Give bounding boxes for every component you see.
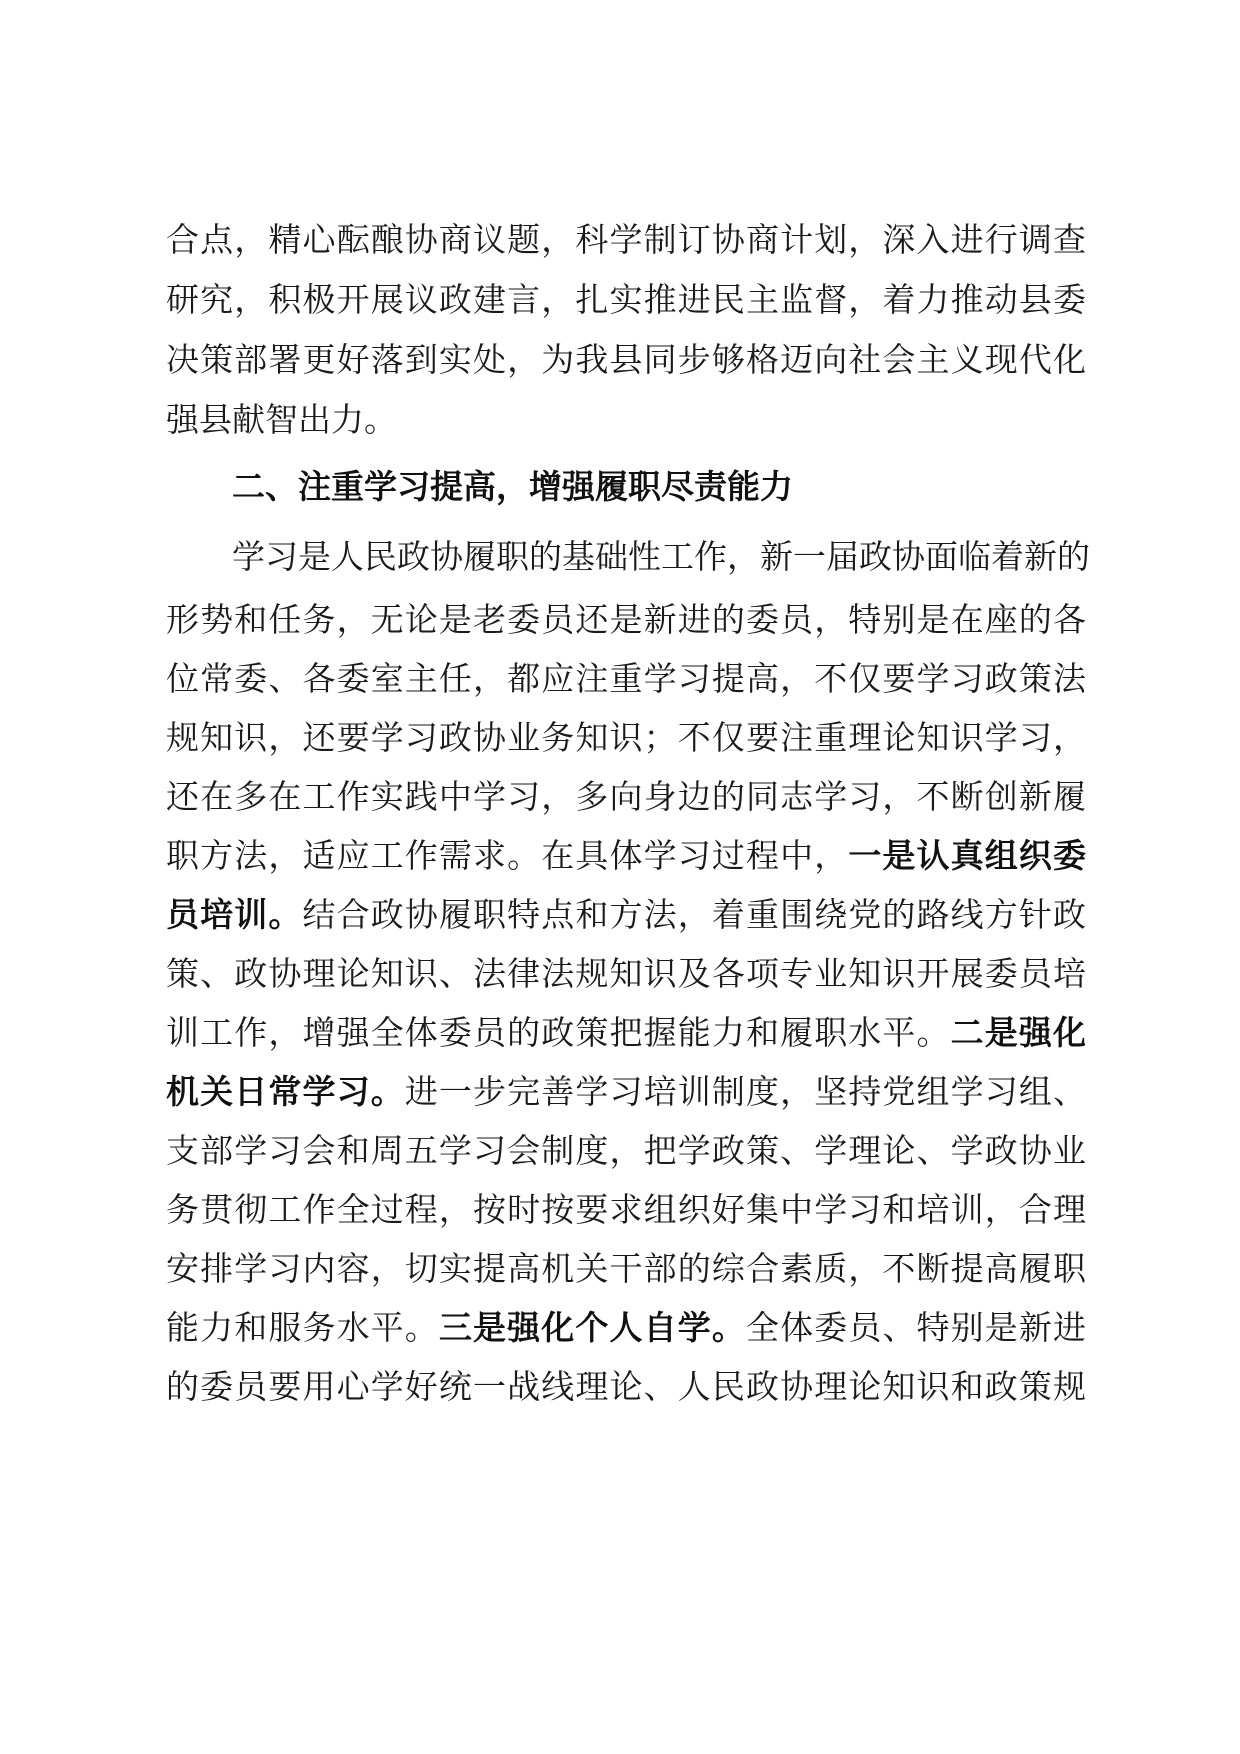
paragraph-line: 务贯彻工作全过程，按时按要求组织好集中学习和培训，合理 [166, 1190, 1086, 1229]
bold-text: 员培训。 [166, 895, 303, 934]
bold-text: 机关日常学习。 [166, 1072, 405, 1111]
paragraph-line [166, 826, 1086, 886]
paragraph-line: 研究，积极开展议政建言，扎实推进民主监督，着力推动县委 [166, 280, 1086, 319]
bold-text: 二是强化 [950, 1013, 1087, 1052]
paragraph-line: 支部学习会和周五学习会制度，把学政策、学理论、学政协业 [166, 1131, 1086, 1170]
paragraph-line: 安排学习内容，切实提高机关干部的综合素质，不断提高履职 [166, 1249, 1086, 1288]
paragraph-line: 位常委、各委室主任，都应注重学习提高，不仅要学习政策法 [166, 659, 1086, 698]
plain-text: 职方法，适应工作需求。在具体学习过程中， [166, 836, 849, 875]
paragraph-line: 强县献智出力。 [166, 400, 397, 439]
plain-text: 结合政协履职特点和方法，着重围绕党的路线方针政 [302, 895, 1087, 934]
paragraph-line: 策、政协理论知识、法律法规知识及各项专业知识开展委员培 [166, 954, 1086, 993]
paragraph-line: 的委员要用心学好统一战线理论、人民政协理论知识和政策规 [166, 1367, 1086, 1406]
plain-text: 进一步完善学习培训制度，坚持党组学习组、 [404, 1072, 1087, 1111]
bold-text: 三是强化个人自学。 [438, 1308, 746, 1347]
paragraph-line: 学习是人民政协履职的基础性工作，新一届政协面临着新的 [232, 537, 1090, 576]
bold-text: 一是认真组织委 [848, 836, 1087, 875]
paragraph-line: 形势和任务，无论是老委员还是新进的委员，特别是在座的各 [166, 600, 1086, 639]
paragraph-line [166, 1298, 1086, 1358]
section-heading: 二、注重学习提高，增强履职尽责能力 [232, 467, 793, 506]
paragraph-line [166, 885, 1086, 945]
paragraph-line: 还在多在工作实践中学习，多向身边的同志学习，不断创新履 [166, 777, 1086, 816]
paragraph-line [166, 1003, 1086, 1063]
paragraph-line: 规知识，还要学习政协业务知识；不仅要注重理论知识学习， [166, 718, 1086, 757]
paragraph-line: 合点，精心酝酿协商议题，科学制订协商计划，深入进行调查 [166, 220, 1086, 259]
plain-text: 能力和服务水平。 [166, 1308, 439, 1347]
plain-text: 训工作，增强全体委员的政策把握能力和履职水平。 [166, 1013, 951, 1052]
plain-text: 全体委员、特别是新进 [745, 1308, 1087, 1347]
paragraph-line [166, 1062, 1086, 1122]
paragraph-line: 决策部署更好落到实处，为我县同步够格迈向社会主义现代化 [166, 340, 1086, 379]
